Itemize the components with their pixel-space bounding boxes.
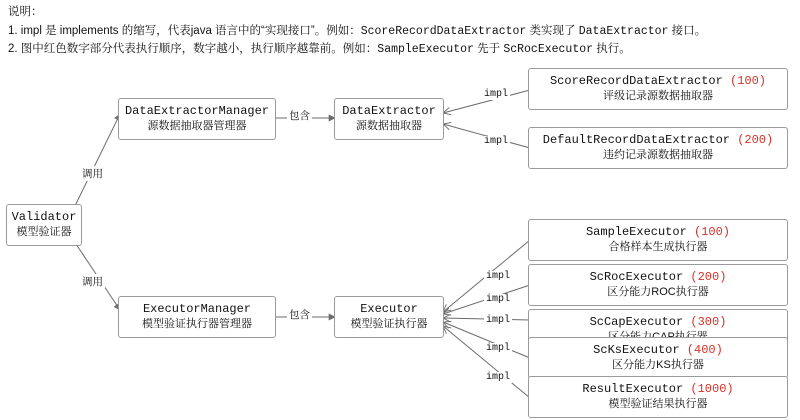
edge-label-impl-scroc: impl xyxy=(486,294,511,305)
node-default-record-data-extractor[interactable] xyxy=(528,127,788,169)
node-validator-name: Validator xyxy=(11,210,77,225)
node-default-record-data-extractor-name xyxy=(543,132,773,148)
legend-line-2-code-2: ScRocExecutor xyxy=(503,42,594,56)
legend-line-1-code-1: ScoreRecordDataExtractor xyxy=(360,24,527,38)
node-scroc-executor-name xyxy=(590,269,727,285)
node-score-record-data-extractor-order: (100) xyxy=(730,74,767,89)
edge-label-impl-score: impl xyxy=(484,89,509,100)
node-scks-executor-name xyxy=(593,342,723,358)
edge-label-impl-sample: impl xyxy=(486,271,511,282)
legend-line-2-prefix: 2. 图中红色数字部分代表执行顺序，数字越小，执行顺序越靠前。例如： xyxy=(8,42,378,55)
edge-label-call-bottom: 调用 xyxy=(82,276,103,288)
node-executor-manager-desc: 模型验证执行器管理器 xyxy=(142,318,252,331)
node-default-record-data-extractor-desc: 违约记录源数据抽取器 xyxy=(603,149,713,162)
node-score-record-data-extractor-desc: 评级记录源数据抽取器 xyxy=(603,90,713,103)
node-validator[interactable] xyxy=(6,204,82,246)
node-data-extractor-manager-desc: 源数据抽取器管理器 xyxy=(147,120,247,133)
edge-label-contains-top: 包含 xyxy=(289,110,310,122)
legend-line-1-code-2: DataExtractor xyxy=(578,24,669,38)
node-score-record-data-extractor[interactable] xyxy=(528,68,788,110)
legend-line-2-mid: 先于 xyxy=(473,42,504,55)
node-data-extractor-name: DataExtractor xyxy=(342,104,436,119)
node-sccap-executor-label: ScCapExecutor xyxy=(589,315,684,330)
node-data-extractor-desc: 源数据抽取器 xyxy=(356,120,422,133)
node-default-record-data-extractor-label: DefaultRecordDataExtractor xyxy=(542,133,730,148)
node-executor-name: Executor xyxy=(360,302,418,317)
node-scks-executor-label: ScKsExecutor xyxy=(593,343,680,358)
node-sample-executor[interactable] xyxy=(528,219,788,261)
node-scks-executor-order: (400) xyxy=(686,343,723,358)
node-scks-executor-desc: 区分能力KS执行器 xyxy=(612,359,704,372)
node-sample-executor-label: SampleExecutor xyxy=(585,225,687,240)
node-sample-executor-desc: 合格样本生成执行器 xyxy=(608,241,708,254)
node-scroc-executor-desc: 区分能力ROC执行器 xyxy=(607,286,709,299)
edge-label-impl-scks: impl xyxy=(486,343,511,354)
node-executor-desc: 模型验证执行器 xyxy=(350,318,428,331)
edge-label-contains-bottom: 包含 xyxy=(289,309,310,321)
legend-notes xyxy=(8,4,788,58)
node-scroc-executor-label: ScRocExecutor xyxy=(589,270,684,285)
node-data-extractor[interactable] xyxy=(334,98,444,140)
node-sample-executor-name xyxy=(586,224,730,240)
node-result-executor-name xyxy=(582,381,733,397)
node-executor-manager[interactable] xyxy=(118,296,276,338)
legend-line-2-suffix: 执行。 xyxy=(593,42,631,55)
node-score-record-data-extractor-label: ScoreRecordDataExtractor xyxy=(549,74,723,89)
node-data-extractor-manager[interactable] xyxy=(118,98,276,140)
edge-label-impl-default: impl xyxy=(484,136,509,147)
legend-line-1-mid: 类实现了 xyxy=(526,24,579,37)
node-result-executor[interactable] xyxy=(528,376,788,418)
legend-line-1-prefix: 1. impl 是 implements 的缩写，代表java 语言中的“实现接口”。例如： xyxy=(8,24,361,37)
node-result-executor-order: (1000) xyxy=(690,382,734,397)
node-scks-executor[interactable] xyxy=(528,337,788,379)
node-data-extractor-manager-name: DataExtractorManager xyxy=(124,104,270,119)
node-scroc-executor[interactable] xyxy=(528,264,788,306)
node-executor-manager-name: ExecutorManager xyxy=(142,302,252,317)
edge-label-impl-result: impl xyxy=(486,372,511,383)
legend-line-2-code-1: SampleExecutor xyxy=(377,42,474,56)
legend-title: 说明： xyxy=(8,6,43,18)
node-sccap-executor-order: (300) xyxy=(690,315,727,330)
legend-line-1 xyxy=(8,23,788,41)
node-default-record-data-extractor-order: (200) xyxy=(737,133,774,148)
node-executor[interactable] xyxy=(334,296,444,338)
node-result-executor-desc: 模型验证结果执行器 xyxy=(608,398,708,411)
edge-label-call-top: 调用 xyxy=(82,168,103,180)
node-sccap-executor-name xyxy=(590,314,727,330)
node-score-record-data-extractor-name xyxy=(550,73,766,89)
node-validator-desc: 模型验证器 xyxy=(16,226,72,239)
edge-label-impl-sccap: impl xyxy=(486,315,511,326)
node-scroc-executor-order: (200) xyxy=(690,270,727,285)
legend-line-1-suffix: 接口。 xyxy=(668,24,707,37)
node-result-executor-label: ResultExecutor xyxy=(582,382,684,397)
legend-line-2 xyxy=(8,41,788,59)
node-sample-executor-order: (100) xyxy=(694,225,731,240)
